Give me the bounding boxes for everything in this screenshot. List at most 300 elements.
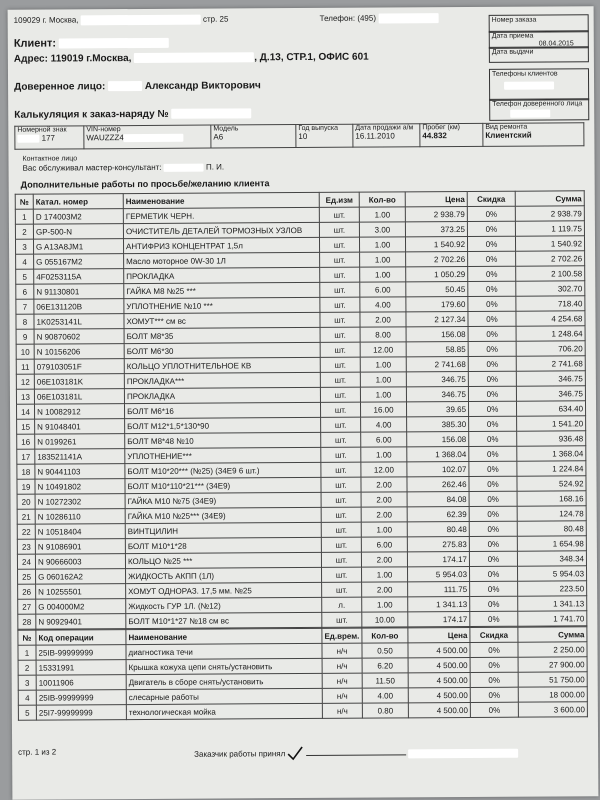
- table-cell: 3: [18, 675, 36, 690]
- table-cell: 18 000.00: [518, 687, 587, 702]
- table-cell: 183521141A: [35, 449, 125, 465]
- table-cell: 0%: [468, 401, 516, 416]
- table-cell: 19: [17, 479, 35, 494]
- table-cell: 4: [16, 254, 34, 269]
- table-cell: 3.00: [359, 222, 405, 237]
- table-cell: 0%: [467, 236, 515, 251]
- column-header: Кол-во: [359, 192, 405, 207]
- table-cell: 179.60: [406, 296, 468, 311]
- table-cell: 2.00: [361, 492, 407, 507]
- table-cell: БОЛТ М8*35: [124, 327, 320, 343]
- table-cell: ХОМУТ*** см вс: [124, 312, 320, 328]
- table-cell: 0%: [467, 221, 515, 236]
- table-cell: 06E131120B: [34, 299, 124, 315]
- table-cell: 718.40: [516, 296, 585, 311]
- column-header: Сумма: [515, 191, 584, 206]
- table-cell: 0%: [468, 386, 516, 401]
- table-cell: БОЛТ М6*30: [124, 342, 320, 358]
- table-cell: 385.30: [407, 416, 469, 431]
- table-cell: шт.: [321, 552, 361, 567]
- trustee-line: Доверенное лицо: Александр Викторович: [14, 80, 261, 93]
- table-cell: 24: [17, 554, 35, 569]
- table-cell: Крышка кожуха цепи снять/установить: [126, 658, 322, 674]
- table-cell: 20: [17, 494, 35, 509]
- column-header: Цена: [408, 627, 470, 642]
- table-cell: 0%: [468, 311, 516, 326]
- client-address: Адрес: 119019 г.Москва, , Д.13, СТР.1, ОФИС 601: [13, 51, 369, 65]
- table-cell: 0%: [469, 536, 517, 551]
- table-cell: 2 741.68: [516, 356, 585, 371]
- redacted-block: [504, 81, 554, 89]
- vehicle-cell-sale-date: Дата продажи а/м 16.11.2010: [353, 124, 420, 147]
- table-cell: 23: [17, 539, 35, 554]
- client-line: Клиент:: [14, 37, 169, 50]
- table-cell: 302.70: [516, 281, 585, 296]
- table-cell: 4 254.68: [516, 311, 585, 326]
- table-cell: N 91130801: [34, 284, 124, 300]
- table-cell: 0%: [467, 206, 515, 221]
- table-cell: 51 750.00: [518, 672, 587, 687]
- table-cell: БОЛТ М8*48 №10: [125, 432, 321, 448]
- table-cell: шт.: [321, 417, 361, 432]
- table-cell: N 90929401: [36, 614, 126, 630]
- table-cell: технологическая мойка: [126, 703, 322, 719]
- company-address: 109029 г. Москва, стр. 25: [13, 14, 229, 25]
- table-cell: G 055167M2: [34, 254, 124, 270]
- table-cell: 0%: [468, 326, 516, 341]
- table-cell: 0%: [468, 251, 516, 266]
- page-counter: стр. 1 из 2: [18, 747, 57, 757]
- table-cell: 25: [18, 569, 36, 584]
- table-cell: 25IB-99999999: [36, 690, 126, 706]
- table-cell: 0%: [470, 687, 518, 702]
- table-cell: 10: [16, 344, 34, 359]
- table-cell: шт.: [320, 252, 360, 267]
- table-cell: 4.00: [362, 688, 408, 703]
- table-cell: 0%: [470, 642, 518, 657]
- redacted-block: [17, 134, 39, 142]
- table-cell: 706.20: [516, 341, 585, 356]
- table-cell: 1 119.75: [515, 221, 584, 236]
- table-cell: 2 938.79: [405, 206, 467, 221]
- table-cell: шт.: [319, 207, 359, 222]
- table-cell: 1 050.29: [406, 266, 468, 281]
- table-cell: 5: [16, 269, 34, 284]
- table-cell: 634.40: [516, 401, 585, 416]
- redacted-block: [59, 38, 169, 49]
- table-cell: 111.75: [408, 581, 470, 596]
- table-cell: 1K0253141L: [34, 314, 124, 330]
- table-cell: 1 224.84: [517, 461, 586, 476]
- table-cell: Двигатель в сборе снять/установить: [126, 673, 322, 689]
- table-cell: N 90666003: [35, 554, 125, 570]
- table-cell: 11: [16, 359, 34, 374]
- table-cell: 1 368.04: [517, 446, 586, 461]
- vehicle-cell-repair-type: Вид ремонта Клиентский: [483, 123, 584, 147]
- table-cell: 6: [16, 284, 34, 299]
- table-cell: шт.: [320, 342, 360, 357]
- table-cell: 27: [18, 599, 36, 614]
- table-cell: 0%: [469, 521, 517, 536]
- table-cell: БОЛТ М10*1*28: [125, 537, 321, 553]
- table-cell: 0%: [468, 296, 516, 311]
- table-cell: 346.75: [516, 386, 585, 401]
- column-header: Наименование: [126, 628, 322, 644]
- table-cell: 1 540.92: [515, 236, 584, 251]
- table-cell: ГАЙКА М10 №75 (34Е9): [125, 492, 321, 508]
- table-cell: 10.00: [362, 612, 408, 627]
- table-cell: G A13A8JM1: [33, 239, 123, 255]
- calculation-title: Калькуляция к заказ-наряду №: [14, 108, 251, 120]
- table-cell: 1.00: [362, 597, 408, 612]
- column-header: Катал. номер: [33, 194, 123, 210]
- consultant-line: Вас обслуживал мастер-консультант: П. И.: [22, 162, 225, 173]
- table-cell: 3 600.00: [518, 702, 587, 717]
- table-cell: 0%: [470, 611, 518, 626]
- table-cell: 2.00: [360, 312, 406, 327]
- table-cell: 1: [18, 645, 36, 660]
- table-cell: шт.: [320, 327, 360, 342]
- table-cell: 25I7-99999999: [36, 705, 126, 721]
- table-cell: шт.: [322, 612, 362, 627]
- table-cell: 0%: [470, 702, 518, 717]
- column-header: Код операции: [36, 630, 126, 646]
- table-cell: 0%: [469, 431, 517, 446]
- redacted-block: [124, 134, 184, 142]
- table-cell: 2: [18, 660, 36, 675]
- table-cell: 14: [17, 404, 35, 419]
- table-cell: ВИНТЦИЛИН: [125, 522, 321, 538]
- table-cell: 58.85: [406, 341, 468, 356]
- table-cell: 348.34: [517, 551, 586, 566]
- table-cell: 15331991: [36, 660, 126, 676]
- table-cell: 1 341.13: [408, 596, 470, 611]
- table-cell: шт.: [321, 492, 361, 507]
- table-cell: Масло моторное 0W-30 1Л: [124, 252, 320, 268]
- table-cell: 12: [16, 374, 34, 389]
- table-cell: диагностика течи: [126, 643, 322, 659]
- table-cell: ХОМУТ ОДНОРАЗ. 17,5 мм. №25: [126, 582, 322, 598]
- table-cell: 28: [18, 614, 36, 629]
- table-cell: 1 654.98: [517, 536, 586, 551]
- company-phone: Телефон: (495): [320, 13, 439, 24]
- column-header: №: [18, 630, 36, 645]
- table-cell: 80.48: [407, 521, 469, 536]
- table-cell: 0%: [470, 566, 518, 581]
- table-cell: 346.75: [406, 386, 468, 401]
- table-cell: 6.00: [360, 282, 406, 297]
- table-cell: 1 541.20: [517, 416, 586, 431]
- table-cell: 1.00: [361, 447, 407, 462]
- table-cell: 223.50: [518, 581, 587, 596]
- table-cell: 0.50: [362, 643, 408, 658]
- table-cell: 174.17: [407, 551, 469, 566]
- table-cell: 0%: [469, 506, 517, 521]
- table-cell: БОЛТ М10*20*** (№25) (34Е9 6 шт.): [125, 462, 321, 478]
- table-cell: 4 500.00: [408, 642, 470, 657]
- table-cell: шт.: [321, 447, 361, 462]
- table-cell: шт.: [320, 387, 360, 402]
- table-cell: N 10286110: [35, 509, 125, 525]
- table-cell: N 91048401: [35, 419, 125, 435]
- table-cell: 84.08: [407, 491, 469, 506]
- table-cell: 156.08: [407, 431, 469, 446]
- table-cell: 26: [18, 584, 36, 599]
- table-cell: 1.00: [359, 207, 405, 222]
- table-cell: 346.75: [406, 371, 468, 386]
- table-cell: шт.: [320, 267, 360, 282]
- vehicle-info-table: [14, 122, 584, 149]
- table-cell: шт.: [321, 537, 361, 552]
- table-cell: 262.46: [407, 476, 469, 491]
- table-cell: 0%: [470, 596, 518, 611]
- table-cell: 4.00: [361, 417, 407, 432]
- table-cell: л.: [322, 597, 362, 612]
- table-cell: 0%: [468, 266, 516, 281]
- table-cell: 524.92: [517, 476, 586, 491]
- column-header: Ед.врем.: [322, 628, 362, 643]
- redacted-block: [378, 13, 438, 23]
- table-cell: N 10272302: [35, 494, 125, 510]
- table-cell: 5: [18, 705, 36, 720]
- services-table: [17, 626, 588, 720]
- table-cell: 0%: [468, 371, 516, 386]
- table-cell: н/ч: [322, 703, 362, 718]
- contact-label: Контактное лицо: [22, 155, 78, 163]
- table-cell: 0%: [469, 416, 517, 431]
- column-header: Ед.изм: [319, 192, 359, 207]
- table-cell: шт.: [320, 297, 360, 312]
- check-mark-icon: [287, 746, 303, 762]
- table-cell: н/ч: [322, 658, 362, 673]
- table-cell: КОЛЬЦО №25 ***: [125, 552, 321, 568]
- table-cell: 0%: [468, 356, 516, 371]
- table-cell: 0%: [468, 341, 516, 356]
- work-order-page: [8, 6, 599, 800]
- table-cell: 102.07: [407, 461, 469, 476]
- service-row: [18, 702, 587, 720]
- redacted-block: [81, 15, 201, 26]
- table-cell: слесарные работы: [126, 688, 322, 704]
- table-cell: УПЛОТНЕНИЕ***: [125, 447, 321, 463]
- table-cell: 15: [17, 419, 35, 434]
- redacted-block: [171, 109, 251, 119]
- table-cell: 1 368.04: [407, 446, 469, 461]
- column-header: №: [15, 194, 33, 209]
- table-cell: шт.: [320, 402, 360, 417]
- table-cell: 0%: [470, 672, 518, 687]
- table-cell: 0.80: [362, 703, 408, 718]
- client-phones-box: Телефоны клиентов: [489, 68, 589, 101]
- table-cell: ГЕРМЕТИК ЧЕРН.: [123, 207, 319, 223]
- table-cell: шт.: [319, 222, 359, 237]
- table-cell: 2 741.68: [406, 356, 468, 371]
- table-cell: 4 500.00: [408, 702, 470, 717]
- table-cell: 1.00: [359, 237, 405, 252]
- table-cell: GP-500-N: [33, 224, 123, 240]
- table-cell: шт.: [321, 507, 361, 522]
- table-cell: 1.00: [360, 267, 406, 282]
- table-cell: N 10082912: [35, 404, 125, 420]
- table-cell: шт.: [321, 477, 361, 492]
- table-cell: 2.00: [361, 507, 407, 522]
- parts-section-title: Дополнительные работы по просьбе/желанию клиента: [20, 178, 270, 190]
- table-cell: 5 954.03: [518, 566, 587, 581]
- table-cell: G 060162A2: [36, 569, 126, 585]
- column-header: Наименование: [123, 192, 319, 208]
- table-cell: 2 127.34: [406, 311, 468, 326]
- table-cell: 7: [16, 299, 34, 314]
- table-cell: 0%: [470, 581, 518, 596]
- table-cell: ЖИДКОСТЬ АКПП (1Л): [126, 567, 322, 583]
- table-cell: N 10255501: [36, 584, 126, 600]
- table-cell: 13: [16, 389, 34, 404]
- table-cell: шт.: [320, 357, 360, 372]
- table-cell: 3: [15, 239, 33, 254]
- table-cell: БОЛТ М10*1*27 №18 см вс: [126, 612, 322, 628]
- table-cell: N 91086901: [35, 539, 125, 555]
- table-cell: 25IB-99999999: [36, 645, 126, 661]
- table-cell: 11.50: [362, 673, 408, 688]
- redacted-block: [510, 109, 550, 117]
- table-cell: 16.00: [360, 402, 406, 417]
- table-cell: 079103051F: [34, 359, 124, 375]
- table-cell: 1 540.92: [405, 236, 467, 251]
- table-cell: 27 900.00: [518, 657, 587, 672]
- table-cell: N 90870602: [34, 329, 124, 345]
- table-cell: 2 702.26: [516, 251, 585, 266]
- table-cell: шт.: [320, 312, 360, 327]
- table-cell: N 0199261: [35, 434, 125, 450]
- table-cell: 39.65: [406, 401, 468, 416]
- table-cell: 18: [17, 464, 35, 479]
- table-cell: N 90441103: [35, 464, 125, 480]
- column-header: Цена: [405, 191, 467, 206]
- table-cell: 8: [16, 314, 34, 329]
- table-cell: УПЛОТНЕНИЕ №10 ***: [124, 297, 320, 313]
- table-cell: БОЛТ М6*16: [125, 402, 321, 418]
- table-cell: н/ч: [322, 673, 362, 688]
- table-cell: N 10491802: [35, 479, 125, 495]
- table-cell: N 10518404: [35, 524, 125, 540]
- table-cell: 9: [16, 329, 34, 344]
- table-cell: 346.75: [516, 371, 585, 386]
- table-cell: 0%: [469, 491, 517, 506]
- table-cell: 1.00: [360, 252, 406, 267]
- table-cell: 0%: [469, 551, 517, 566]
- table-cell: 22: [17, 524, 35, 539]
- table-cell: 0%: [468, 281, 516, 296]
- table-cell: ГАЙКА М8 №25 ***: [124, 282, 320, 298]
- table-cell: 4 500.00: [408, 672, 470, 687]
- table-cell: 80.48: [517, 521, 586, 536]
- table-cell: 1.00: [360, 387, 406, 402]
- acceptance-line: Заказчик работы принял: [194, 745, 518, 763]
- redacted-block: [408, 748, 518, 758]
- table-cell: 1.00: [362, 567, 408, 582]
- table-cell: 21: [17, 509, 35, 524]
- table-cell: Жидкость ГУР 1Л. (№12): [126, 597, 322, 613]
- table-cell: G 004000M2: [36, 599, 126, 615]
- table-cell: 174.17: [408, 611, 470, 626]
- column-header: Скидка: [470, 627, 518, 642]
- table-cell: 2.00: [361, 477, 407, 492]
- table-cell: БОЛТ М10*110*21*** (34Е9): [125, 477, 321, 493]
- table-cell: 50.45: [406, 281, 468, 296]
- table-cell: 2.00: [362, 582, 408, 597]
- table-cell: ПРОКЛАДКА: [124, 387, 320, 403]
- table-cell: 4: [18, 690, 36, 705]
- table-cell: 1 341.13: [518, 596, 587, 611]
- order-number-box: Номер заказа: [489, 14, 589, 33]
- table-cell: шт.: [321, 462, 361, 477]
- table-cell: 06E103181K: [34, 374, 124, 390]
- parts-table: [15, 190, 588, 629]
- issue-date-box: Дата выдачи: [489, 46, 589, 63]
- table-cell: N 10156206: [34, 344, 124, 360]
- table-cell: 06E103181L: [34, 389, 124, 405]
- table-cell: 0%: [469, 461, 517, 476]
- table-cell: 12.00: [361, 462, 407, 477]
- table-cell: КОЛЬЦО УПЛОТНИТЕЛЬНОЕ КВ: [124, 357, 320, 373]
- column-header: Сумма: [518, 627, 587, 642]
- table-cell: 2 938.79: [515, 206, 584, 221]
- table-cell: 1: [15, 209, 33, 224]
- table-cell: 6.00: [361, 537, 407, 552]
- table-cell: 4.00: [360, 297, 406, 312]
- vehicle-cell-mileage: Пробег (км) 44.832: [420, 123, 483, 146]
- table-cell: 4 500.00: [408, 687, 470, 702]
- table-cell: 8.00: [360, 327, 406, 342]
- table-cell: 4 500.00: [408, 657, 470, 672]
- vehicle-cell-vin: VIN-номер WAUZZZ4: [84, 125, 211, 149]
- table-cell: шт.: [320, 282, 360, 297]
- vehicle-cell-plate: Номерной знак 177: [15, 126, 84, 149]
- table-cell: 0%: [469, 446, 517, 461]
- table-cell: АНТИФРИЗ КОНЦЕНТРАТ 1,5л: [123, 237, 319, 253]
- table-cell: шт.: [320, 372, 360, 387]
- table-cell: 373.25: [405, 221, 467, 236]
- table-cell: н/ч: [322, 688, 362, 703]
- table-cell: 2: [15, 224, 33, 239]
- table-cell: 17: [17, 449, 35, 464]
- table-cell: ПРОКЛАДКА***: [124, 372, 320, 388]
- accepted-date-box: Дата приема 08.04.2015: [489, 30, 589, 49]
- table-cell: н/ч: [322, 643, 362, 658]
- table-cell: шт.: [322, 567, 362, 582]
- table-cell: 6.00: [361, 432, 407, 447]
- table-cell: ГАЙКА М10 №25*** (34Е9): [125, 507, 321, 523]
- table-cell: 1.00: [360, 372, 406, 387]
- table-cell: 62.39: [407, 506, 469, 521]
- column-header: Кол-во: [362, 628, 408, 643]
- table-cell: 16: [17, 434, 35, 449]
- table-cell: 0%: [470, 657, 518, 672]
- table-cell: 1.00: [360, 357, 406, 372]
- table-cell: шт.: [321, 432, 361, 447]
- trustee-phone-box: Телефон доверенного лица: [489, 98, 589, 121]
- table-cell: шт.: [322, 582, 362, 597]
- table-cell: 2 250.00: [518, 642, 587, 657]
- table-cell: D 174003M2: [33, 209, 123, 225]
- table-cell: 4F0253115A: [34, 269, 124, 285]
- table-cell: 156.08: [406, 326, 468, 341]
- table-cell: шт.: [319, 237, 359, 252]
- redacted-block: [164, 163, 204, 171]
- table-cell: 2 702.26: [406, 251, 468, 266]
- table-cell: 936.48: [517, 431, 586, 446]
- table-cell: 0%: [469, 476, 517, 491]
